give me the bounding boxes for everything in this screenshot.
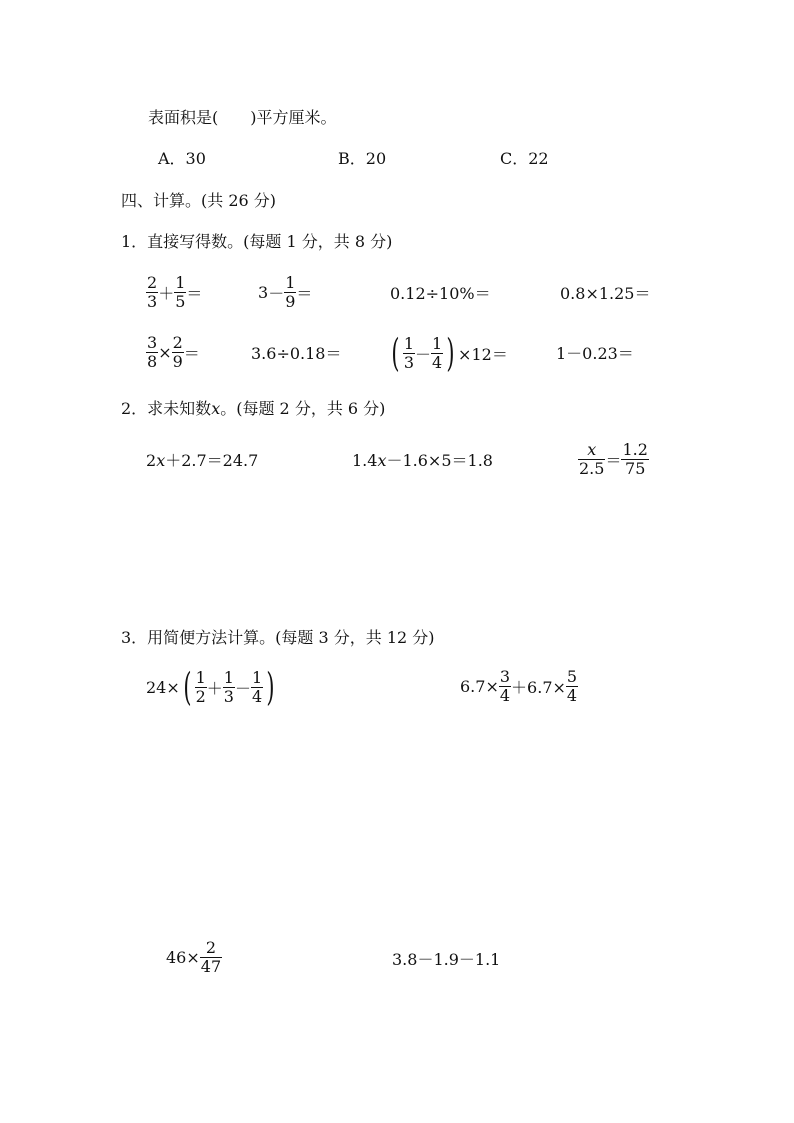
operator: － <box>415 344 432 364</box>
fraction <box>146 334 158 371</box>
numerator: 3 <box>147 333 158 352</box>
fraction <box>223 669 235 706</box>
equals: ＝ <box>183 344 200 363</box>
denominator: 47 <box>200 957 222 976</box>
numerator: 5 <box>566 667 578 686</box>
denominator: 4 <box>252 686 263 706</box>
q2-title <box>121 399 385 419</box>
q1-item-b <box>258 274 312 311</box>
denominator: 2 <box>195 686 206 706</box>
fraction <box>200 939 222 976</box>
denominator: 75 <box>621 459 648 478</box>
fraction <box>195 669 207 706</box>
operator: － <box>234 678 251 698</box>
rest: ＋2.7＝24.7 <box>165 451 259 470</box>
q1-item-h: 1－0.23＝ <box>556 344 634 363</box>
q3-expr4: 3.8－1.9－1.1 <box>392 950 501 969</box>
option-a: A．30 <box>158 149 206 168</box>
q1-item-f: 3.6÷0.18＝ <box>251 344 342 363</box>
numerator: 2 <box>172 333 183 352</box>
equals: ＝ <box>186 284 203 303</box>
left-paren: ( <box>391 331 400 375</box>
denominator: 3 <box>223 686 234 706</box>
denominator: 8 <box>147 352 158 371</box>
equals: ＝ <box>296 284 313 303</box>
q1-item-c: 0.12÷10%＝ <box>390 284 491 303</box>
numerator: x <box>587 440 597 459</box>
equals: ＝ <box>605 451 622 470</box>
numerator: 1 <box>403 333 415 353</box>
denominator: 4 <box>432 352 443 372</box>
denominator: 2.5 <box>579 459 605 478</box>
operator: － <box>268 284 285 303</box>
right-paren: ) <box>266 665 275 709</box>
fraction <box>621 441 648 478</box>
prefix: 24× <box>146 677 180 697</box>
fraction <box>251 669 263 706</box>
rest: －1.6×5＝1.8 <box>386 451 493 470</box>
left-paren: ( <box>183 665 192 709</box>
variable: x <box>377 451 387 470</box>
q2-eq2 <box>352 451 493 471</box>
section-4-title: 四、计算。(共 26 分) <box>121 191 277 210</box>
q3-expr3 <box>166 939 222 976</box>
prefix: 6.7× <box>460 677 499 696</box>
denominator: 3 <box>147 292 158 311</box>
numerator: 1 <box>432 333 443 353</box>
fraction <box>146 274 158 311</box>
q3-expr1 <box>146 665 278 709</box>
coefficient: 1.4 <box>352 451 378 470</box>
variable: x <box>156 451 166 470</box>
numerator: 2 <box>205 938 217 957</box>
q1-item-a <box>146 274 202 311</box>
q2-title-pre: 2．求未知数 <box>121 399 212 418</box>
q3-expr2 <box>460 668 578 705</box>
q2-eq3 <box>578 441 649 478</box>
fraction <box>172 334 184 371</box>
fraction <box>431 335 443 372</box>
operator: ＋ <box>206 678 223 698</box>
denominator: 5 <box>175 292 186 311</box>
option-b: B．20 <box>338 149 387 168</box>
fraction <box>578 441 605 478</box>
q2-title-post: 。(每题 2 分，共 6 分) <box>220 399 386 418</box>
q2-title-var: x <box>211 399 221 418</box>
whole-number: 3 <box>258 283 269 302</box>
numerator: 1.2 <box>622 440 648 459</box>
right-paren: ) <box>446 331 455 375</box>
denominator: 3 <box>403 352 415 372</box>
numerator: 1 <box>195 667 206 687</box>
q1-item-g <box>388 331 508 375</box>
denominator: 9 <box>285 292 296 311</box>
fraction <box>174 274 186 311</box>
q1-title: 1．直接写得数。(每题 1 分，共 8 分) <box>121 232 393 251</box>
q3-title: 3．用简便方法计算。(每题 3 分，共 12 分) <box>121 628 435 647</box>
operator: × <box>158 343 172 362</box>
numerator: 2 <box>147 273 158 292</box>
numerator: 1 <box>175 273 186 292</box>
denominator: 4 <box>566 686 578 705</box>
q1-item-d: 0.8×1.25＝ <box>560 284 651 303</box>
tail-expression: ×12＝ <box>458 344 508 364</box>
denominator: 4 <box>499 686 511 705</box>
middle: ＋6.7× <box>511 678 566 697</box>
fraction <box>499 668 511 705</box>
q1-item-e <box>146 334 200 371</box>
operator: ＋ <box>158 284 175 303</box>
fraction <box>566 668 578 705</box>
fraction <box>403 335 415 372</box>
q2-eq1 <box>146 451 258 471</box>
surface-area-question: 表面积是( )平方厘米。 <box>148 108 337 127</box>
fraction <box>284 274 296 311</box>
option-c: C．22 <box>500 149 549 168</box>
denominator: 9 <box>172 352 183 371</box>
numerator: 1 <box>252 667 263 687</box>
prefix: 46× <box>166 948 200 967</box>
numerator: 1 <box>223 667 234 687</box>
numerator: 1 <box>285 273 296 292</box>
coefficient: 2 <box>146 451 157 470</box>
numerator: 3 <box>499 667 511 686</box>
